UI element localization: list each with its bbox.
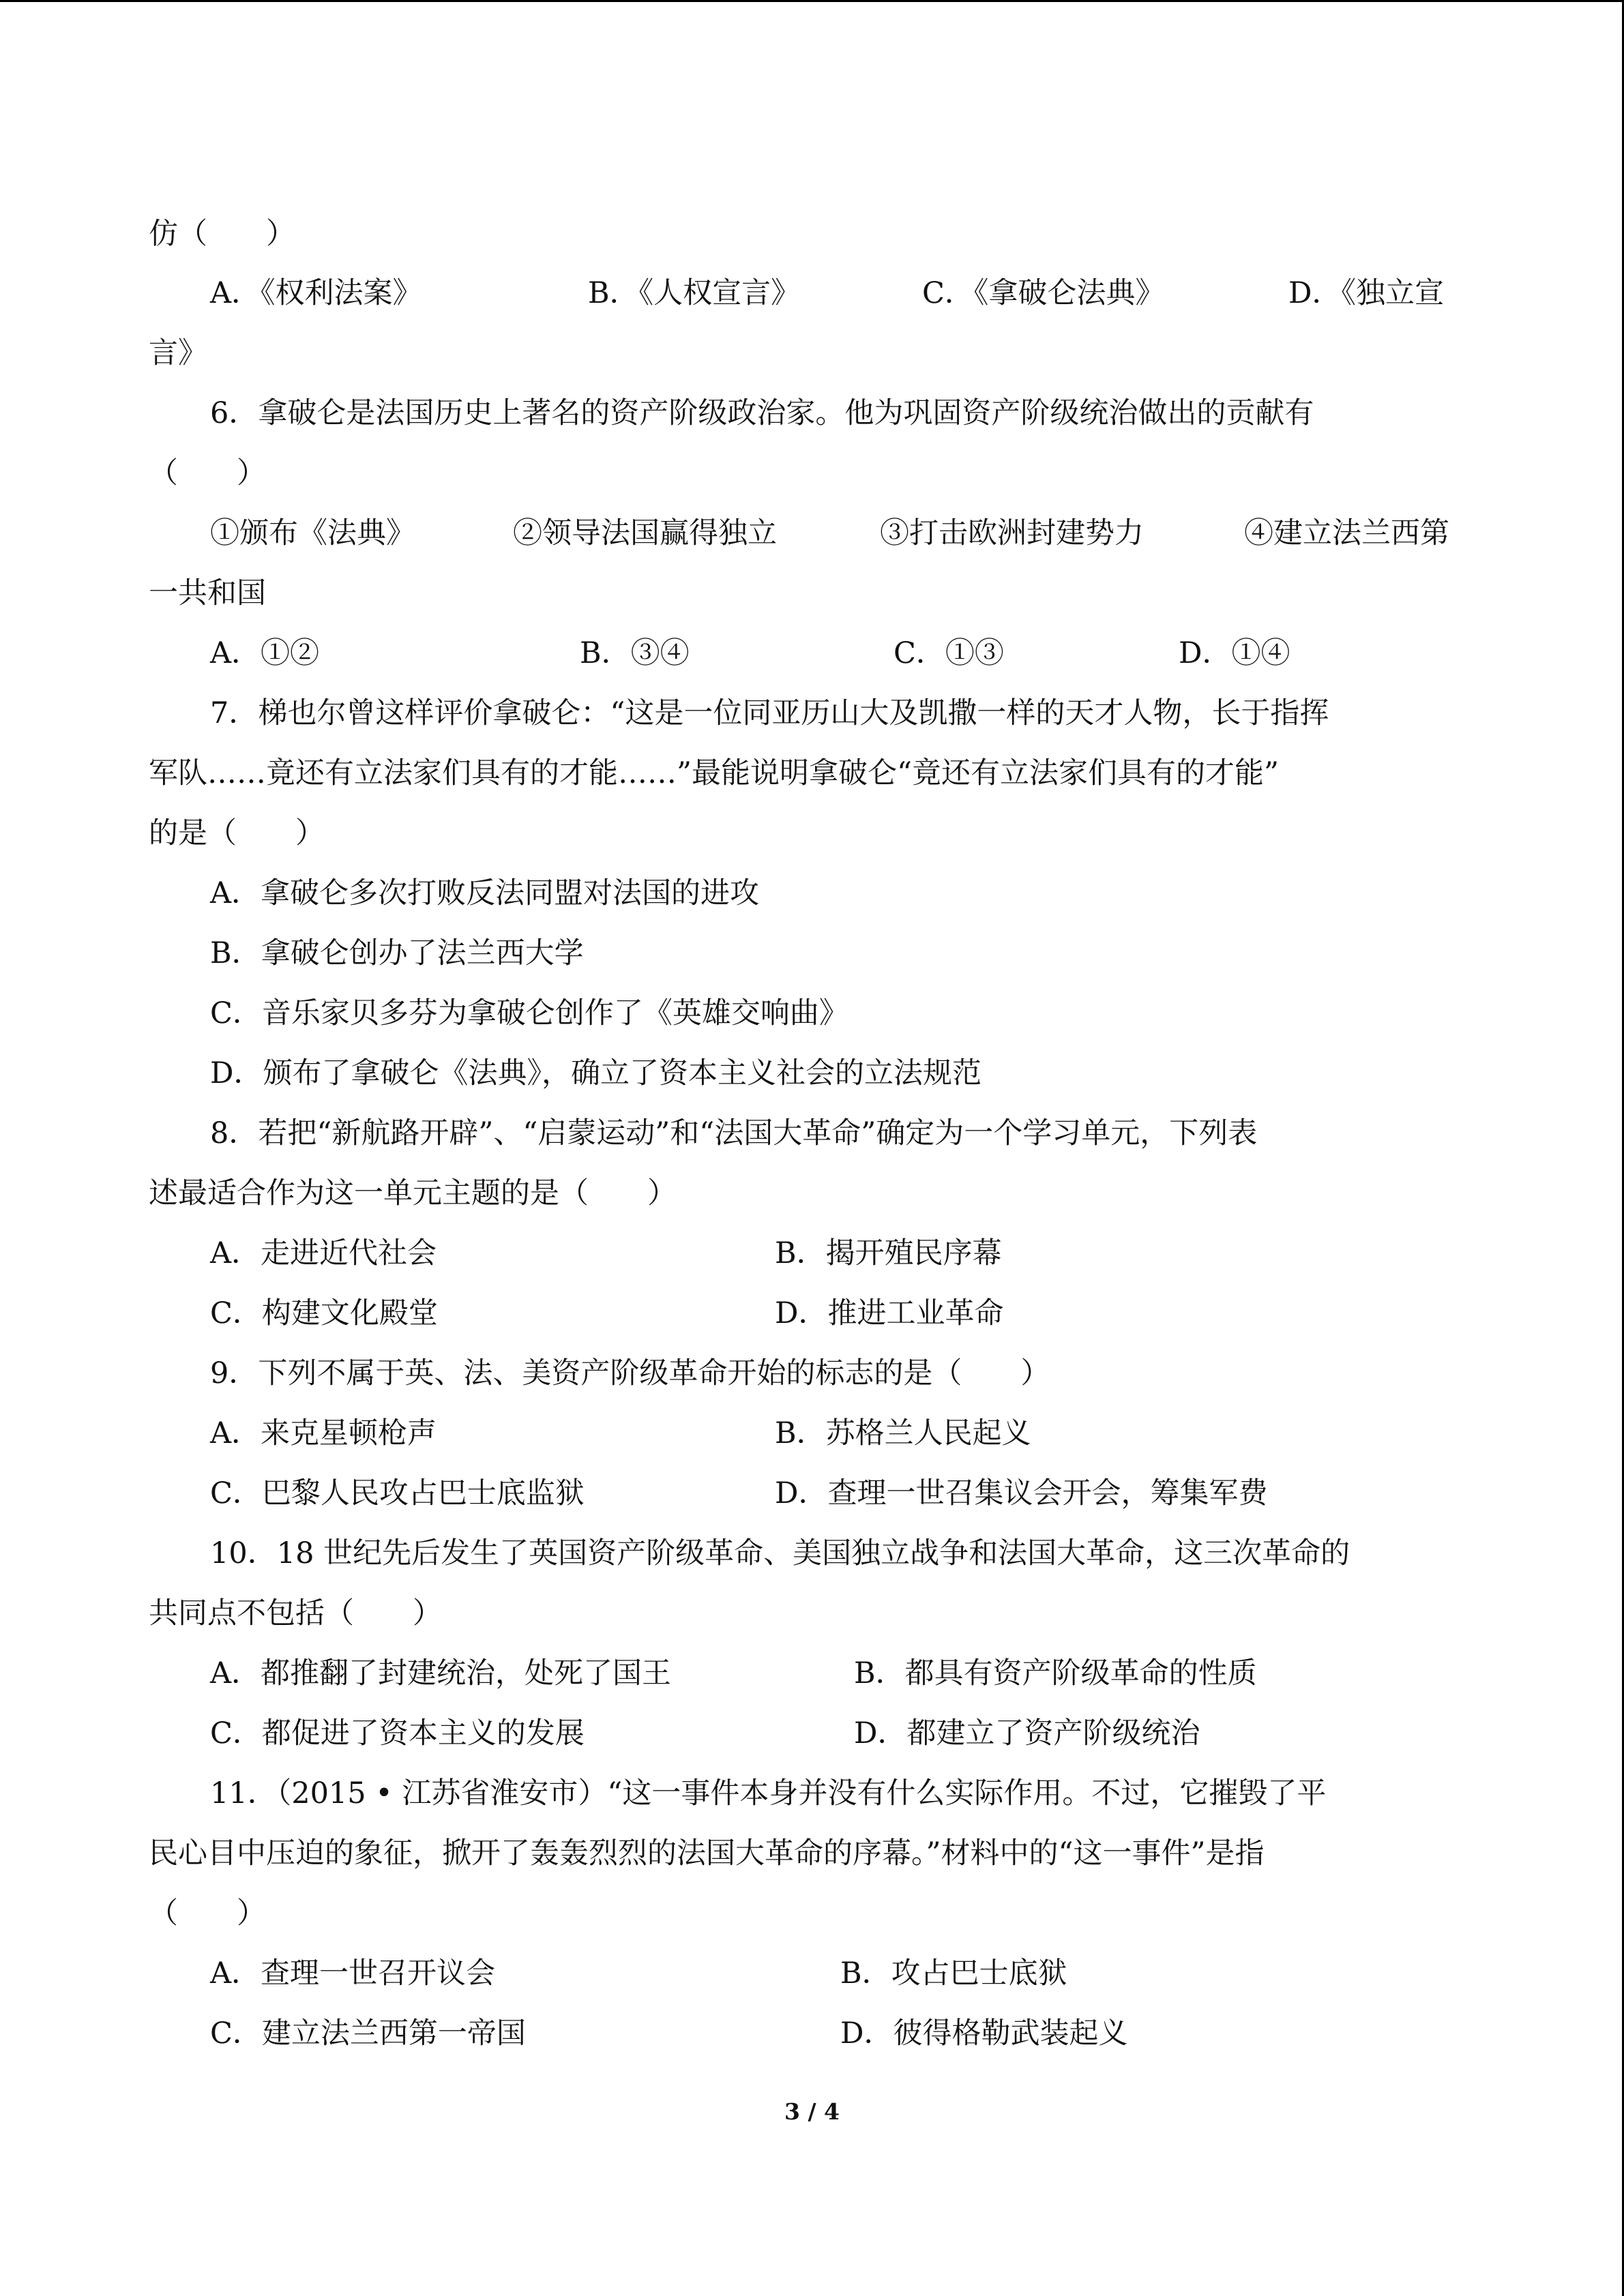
q7-stem: 7．梯也尔曾这样评价拿破仑：“这是一位同亚历山大及凯撒一样的天才人物，长于指挥 — [210, 696, 1329, 730]
q5-option-c: C．《拿破仑法典》 — [922, 276, 1165, 310]
q6-item-3: ③打击欧洲封建势力 — [880, 516, 1144, 550]
q6-item-4: ④建立法兰西第 — [1244, 516, 1449, 550]
q10-option-a: A．都推翻了封建统治，处死了国王 — [210, 1656, 672, 1690]
q9-option-b: B．苏格兰人民起义 — [775, 1416, 1031, 1450]
q8-option-d: D．推进工业革命 — [775, 1296, 1004, 1330]
q5-option-d-wrap: 言》 — [149, 336, 207, 370]
q5-stem-continued: 仿（ ） — [149, 217, 295, 251]
q11-option-b: B．攻占巴士底狱 — [840, 1956, 1067, 1991]
q7-option-a: A．拿破仑多次打败反法同盟对法国的进攻 — [210, 876, 760, 910]
q6-option-b: B．③④ — [580, 636, 690, 670]
q11-option-d: D．彼得格勒武装起义 — [840, 2016, 1128, 2051]
q10-option-b: B．都具有资产阶级革命的性质 — [854, 1656, 1257, 1690]
q7-stem-line2: 军队……竟还有立法家们具有的才能……”最能说明拿破仑“竟还有立法家们具有的才能” — [149, 756, 1279, 790]
q11-stem-line3: （ ） — [149, 1896, 266, 1930]
q6-item-2: ②领导法国赢得独立 — [513, 516, 777, 550]
q9-option-d: D．查理一世召集议会开会，筹集军费 — [775, 1476, 1268, 1510]
q5-option-b: B．《人权宣言》 — [588, 276, 801, 310]
q9-stem: 9．下列不属于英、法、美资产阶级革命开始的标志的是（ ） — [210, 1356, 1050, 1390]
q6-option-a: A．①② — [210, 636, 320, 670]
q10-stem-line2: 共同点不包括（ ） — [149, 1596, 442, 1630]
q7-option-d: D．颁布了拿破仑《法典》，确立了资本主义社会的立法规范 — [210, 1056, 981, 1090]
q10-stem: 10．18 世纪先后发生了英国资产阶级革命、美国独立战争和法国大革命，这三次革命的 — [210, 1536, 1350, 1570]
q9-option-a: A．来克星顿枪声 — [210, 1416, 437, 1450]
page-number: 3 / 4 — [784, 2098, 840, 2125]
q8-option-a: A．走进近代社会 — [210, 1236, 437, 1270]
q6-option-c: C．①③ — [894, 636, 1004, 670]
q10-option-d: D．都建立了资产阶级统治 — [854, 1716, 1200, 1750]
q6-stem: 6．拿破仑是法国历史上著名的资产阶级政治家。他为巩固资产阶级统治做出的贡献有 — [210, 396, 1314, 430]
q6-option-d: D．①④ — [1179, 636, 1290, 670]
q10-option-c: C．都促进了资本主义的发展 — [210, 1716, 585, 1750]
q5-option-d: D．《独立宣 — [1288, 276, 1444, 310]
q11-option-a: A．查理一世召开议会 — [210, 1956, 496, 1991]
q7-option-c: C．音乐家贝多芬为拿破仑创作了《英雄交响曲》 — [210, 996, 848, 1030]
q8-option-b: B．揭开殖民序幕 — [775, 1236, 1002, 1270]
q6-stem-paren: （ ） — [149, 456, 266, 490]
q7-stem-line3: 的是（ ） — [149, 816, 325, 850]
q8-option-c: C．构建文化殿堂 — [210, 1296, 438, 1330]
q8-stem: 8．若把“新航路开辟”、“启蒙运动”和“法国大革命”确定为一个学习单元，下列表 — [210, 1116, 1258, 1150]
q8-stem-line2: 述最适合作为这一单元主题的是（ ） — [149, 1176, 677, 1210]
q11-stem: 11．（2015 • 江苏省淮安市）“这一事件本身并没有什么实际作用。不过，它摧毁了平 — [210, 1776, 1327, 1810]
q5-option-a: A．《权利法案》 — [210, 276, 422, 310]
q9-option-c: C．巴黎人民攻占巴士底监狱 — [210, 1476, 585, 1510]
page-border-top — [0, 0, 1624, 2]
q6-item-1: ①颁布《法典》 — [210, 516, 415, 550]
q11-stem-line2: 民心目中压迫的象征，掀开了轰轰烈烈的法国大革命的序幕。”材料中的“这一事件”是指 — [149, 1836, 1265, 1870]
q11-option-c: C．建立法兰西第一帝国 — [210, 2016, 526, 2051]
q7-option-b: B．拿破仑创办了法兰西大学 — [210, 936, 584, 970]
q6-item-4-wrap: 一共和国 — [149, 576, 266, 610]
